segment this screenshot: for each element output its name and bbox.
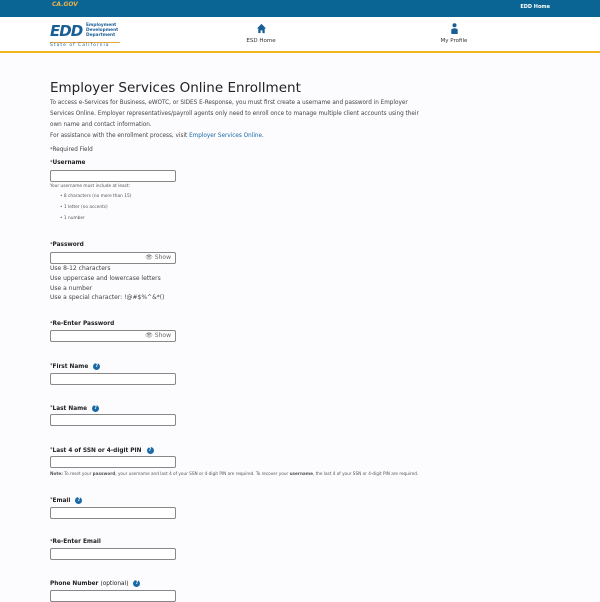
ssn-label: *Last 4 of SSN or 4-digit PIN ? — [50, 447, 154, 454]
first-name-label: *First Name ? — [50, 363, 100, 370]
help-icon[interactable]: ? — [147, 447, 154, 454]
last-name-label: *Last Name ? — [50, 405, 99, 412]
first-name-input[interactable] — [50, 373, 176, 385]
help-icon[interactable]: ? — [133, 580, 140, 587]
nav-my-profile[interactable] — [424, 23, 484, 44]
username-rule: • 8 characters (no more than 15) — [60, 194, 132, 199]
logo-text: EDD — [50, 22, 83, 40]
user-icon — [449, 23, 460, 34]
ssn-note: Note: To reset your password, your username and last 4 of your SSN or 4-digit PIN are required. To recover your username, the last 4 of your SSN or 4-digit PIN are required. — [50, 471, 419, 476]
intro-text: To access e-Services for Business, eWOTC, or SIDES E-Response, you must first create a username and password in Employer Services Online. Employer representatives/payroll agents only need to enroll once to manage multiple client accounts using their own name and contact information. — [50, 100, 419, 128]
reenter-email-label: *Re-Enter Email — [50, 539, 101, 545]
nav-label: My Profile — [440, 38, 468, 44]
password-label: *Password — [50, 242, 84, 248]
site-header — [0, 17, 600, 53]
username-rule: • 1 number — [60, 216, 85, 221]
phone-input[interactable] — [50, 590, 176, 602]
logo-state: State of California — [50, 42, 120, 48]
edd-home-link[interactable]: EDD Home — [520, 4, 550, 10]
help-icon[interactable]: ? — [75, 497, 82, 504]
password-input[interactable] — [50, 252, 176, 264]
home-icon — [256, 23, 267, 34]
logo-subtitle: Employment Development Department — [86, 23, 119, 38]
help-icon[interactable]: ? — [92, 405, 99, 412]
nav-label: ESD Home — [246, 38, 276, 44]
username-input[interactable] — [50, 170, 176, 182]
reenter-password-label: *Re-Enter Password — [50, 321, 115, 327]
edd-logo[interactable] — [50, 22, 120, 48]
last-name-input[interactable] — [50, 414, 176, 426]
assistance-text: For assistance with the enrollment process, visit Employer Services Online. — [50, 133, 264, 139]
password-rules: Use 8-12 characters Use uppercase and lowercase letters Use a number Use a special character: !@#$%^&*() — [50, 265, 165, 302]
reenter-password-input[interactable] — [50, 330, 176, 342]
username-label: *Username — [50, 160, 86, 166]
ssn-input[interactable] — [50, 456, 176, 468]
page-title: Employer Services Online Enrollment — [50, 80, 301, 96]
ca-gov-logo[interactable]: CA.GOV — [52, 1, 78, 8]
email-input[interactable] — [50, 507, 176, 519]
nav-esd-home[interactable] — [231, 23, 291, 44]
email-label: *Email ? — [50, 497, 82, 504]
show-password-toggle[interactable]: 👁 Show — [145, 332, 171, 339]
show-password-toggle[interactable]: 👁 Show — [145, 254, 171, 261]
phone-label: Phone Number (optional) ? — [50, 580, 140, 587]
username-help: Your username must include at least: — [50, 184, 131, 189]
employer-services-link[interactable]: Employer Services Online — [189, 133, 263, 139]
top-bar — [0, 0, 600, 17]
required-note: *Required Field — [50, 147, 93, 153]
username-rule: • 1 letter (no accents) — [60, 205, 108, 210]
help-icon[interactable]: ? — [93, 363, 100, 370]
reenter-email-input[interactable] — [50, 548, 176, 560]
